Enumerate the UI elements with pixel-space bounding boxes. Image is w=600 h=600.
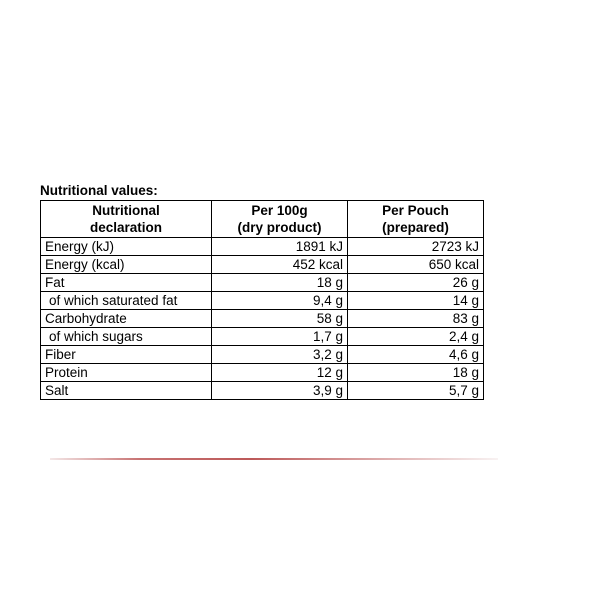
nutrient-label: Protein — [41, 364, 212, 382]
header-per-100g — [212, 201, 348, 238]
table-row — [41, 310, 484, 328]
per-pouch-value: 83 g — [348, 310, 484, 328]
per-100g-value: 58 g — [212, 310, 348, 328]
per-pouch-value: 4,6 g — [348, 346, 484, 364]
table-row — [41, 328, 484, 346]
header-nutritional-declaration — [41, 201, 212, 238]
nutrient-label: Energy (kcal) — [41, 256, 212, 274]
nutrient-label: Salt — [41, 382, 212, 400]
per-pouch-value: 5,7 g — [348, 382, 484, 400]
per-100g-value: 9,4 g — [212, 292, 348, 310]
header-line: (dry product) — [237, 220, 322, 235]
nutrient-label: Carbohydrate — [41, 310, 212, 328]
nutritional-values-title: Nutritional values: — [40, 183, 158, 198]
per-pouch-value: 2,4 g — [348, 328, 484, 346]
table-row — [41, 382, 484, 400]
table-row — [41, 256, 484, 274]
nutrient-label: Fat — [41, 274, 212, 292]
table-header-row — [41, 201, 484, 238]
header-line: Nutritional — [92, 203, 160, 218]
per-pouch-value: 18 g — [348, 364, 484, 382]
per-100g-value: 1891 kJ — [212, 238, 348, 256]
per-100g-value: 3,9 g — [212, 382, 348, 400]
table-row — [41, 364, 484, 382]
per-100g-value: 12 g — [212, 364, 348, 382]
nutrient-label: of which saturated fat — [41, 292, 212, 310]
per-100g-value: 3,2 g — [212, 346, 348, 364]
header-per-pouch — [348, 201, 484, 238]
nutrient-label: Fiber — [41, 346, 212, 364]
table-row — [41, 274, 484, 292]
per-pouch-value: 650 kcal — [348, 256, 484, 274]
nutrient-label: Energy (kJ) — [41, 238, 212, 256]
per-pouch-value: 14 g — [348, 292, 484, 310]
nutrition-table — [40, 200, 484, 400]
header-line: Per 100g — [251, 203, 308, 218]
table-row — [41, 346, 484, 364]
per-pouch-value: 26 g — [348, 274, 484, 292]
per-100g-value: 1,7 g — [212, 328, 348, 346]
table-row — [41, 292, 484, 310]
per-100g-value: 452 kcal — [212, 256, 348, 274]
nutrition-table-body — [41, 238, 484, 400]
decorative-divider — [50, 458, 498, 460]
table-row — [41, 238, 484, 256]
header-line: Per Pouch — [382, 203, 449, 218]
nutrient-label: of which sugars — [41, 328, 212, 346]
header-line: (prepared) — [382, 220, 449, 235]
per-pouch-value: 2723 kJ — [348, 238, 484, 256]
per-100g-value: 18 g — [212, 274, 348, 292]
header-line: declaration — [89, 220, 163, 235]
